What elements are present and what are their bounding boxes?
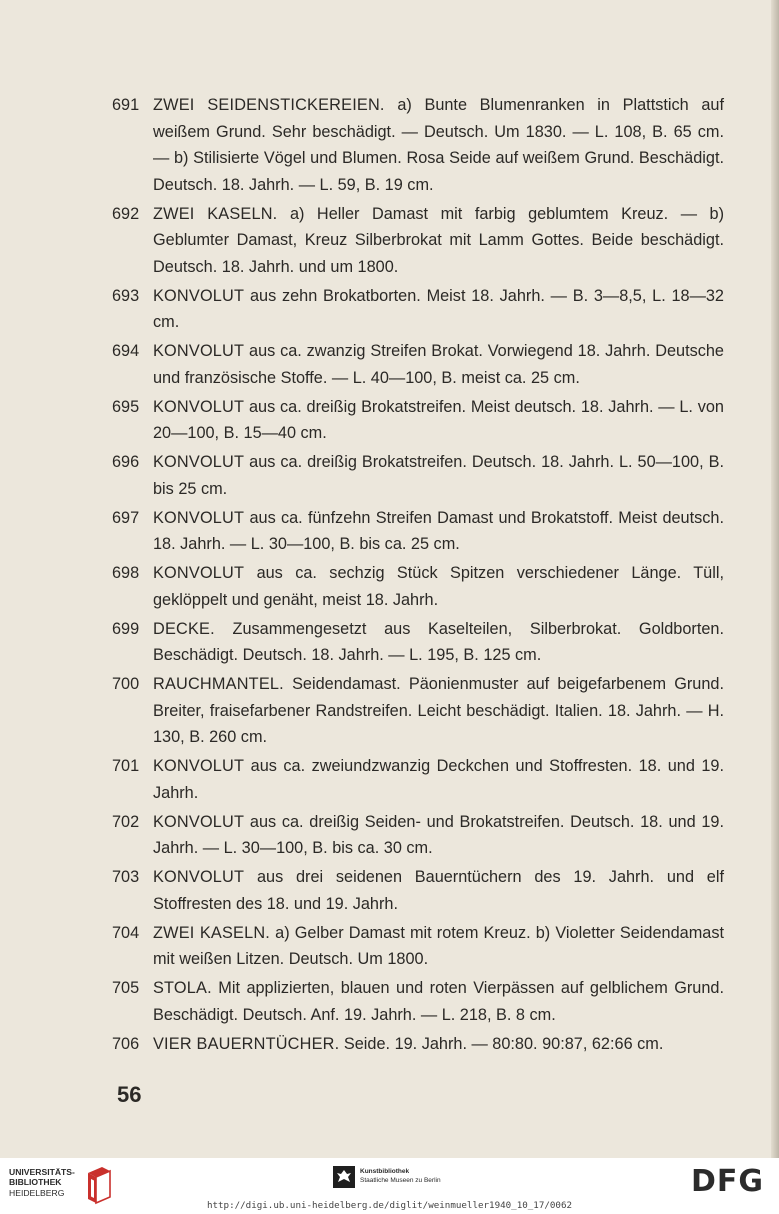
- entry-title: ZWEI KASELN.: [153, 204, 278, 223]
- catalog-entry: [112, 92, 724, 198]
- entry-number: 693: [112, 286, 140, 305]
- entry-number: 705: [112, 979, 140, 998]
- catalog-entry: [112, 394, 724, 447]
- entry-text: Seide. 19. Jahrh. — 80:80. 90:87, 62:66 cm.: [343, 1034, 664, 1053]
- entry-text: aus ca. zweiundzwanzig Deckchen und Stoffresten. 18. und 19. Jahrh.: [153, 757, 724, 802]
- entry-title: RAUCHMANTEL.: [153, 675, 284, 694]
- entry-title: KONVOLUT: [153, 812, 245, 831]
- entry-number: 706: [112, 1034, 140, 1053]
- entry-title: KONVOLUT: [153, 342, 245, 361]
- entry-text: aus zehn Brokatborten. Meist 18. Jahrh. — B. 3—8,5, L. 18—32 cm.: [153, 286, 724, 332]
- entry-number: 699: [112, 619, 140, 638]
- dfg-logo[interactable]: DFG: [691, 1164, 765, 1199]
- catalog-entry: [112, 449, 724, 502]
- ub-logo-text: [9, 1167, 75, 1198]
- entry-text: a) Bunte Blumenranken in Plattstich auf weißem Grund. Sehr beschädigt. — Deutsch. Um 1830. — L. 108, B. 65 cm. — b) Stilisierte Vögel und Blumen. Rosa Seide auf weißem Grund. Beschädigt. Deutsch. 18. Jahrh. — L. 59, B. 19 cm.: [153, 96, 724, 194]
- entry-title: DECKE.: [153, 619, 215, 638]
- permalink-url[interactable]: http://digi.ub.uni-heidelberg.de/diglit/weinmueller1940_10_17/0062: [206, 1200, 573, 1211]
- kb-line-1: Kunstbibliothek: [360, 1168, 410, 1175]
- entry-text: Mit applizierten, blauen und roten Vierpässen auf gelblichem Grund. Beschädigt. Deutsch. Anf. 19. Jahrh. — L. 218, B. 8 cm.: [153, 979, 724, 1024]
- entry-title: KONVOLUT: [153, 757, 245, 776]
- smb-eagle-icon: [333, 1166, 355, 1188]
- entry-text: aus ca. dreißig Seiden- und Brokatstreifen. Deutsch. 18. und 19. Jahrh. — L. 30—100, B. bis ca. 30 cm.: [153, 812, 724, 858]
- entry-number: 694: [112, 342, 140, 361]
- catalog-entry: [112, 338, 724, 391]
- entry-title: ZWEI KASELN.: [153, 923, 270, 942]
- entry-title: KONVOLUT: [153, 508, 245, 527]
- ub-heidelberg-logo[interactable]: [9, 1165, 113, 1205]
- entry-number: 701: [112, 757, 140, 776]
- catalog-entries: [112, 92, 724, 1060]
- entry-title: VIER BAUERNTÜCHER.: [153, 1034, 340, 1053]
- catalog-entry: [112, 560, 724, 613]
- kb-line-2: Staatliche Museen zu Berlin: [360, 1176, 441, 1184]
- entry-number: 696: [112, 453, 140, 472]
- entry-title: STOLA.: [153, 979, 212, 998]
- entry-number: 703: [112, 868, 140, 887]
- entry-number: 702: [112, 812, 140, 831]
- entry-text: a) Heller Damast mit farbig geblumtem Kreuz. — b) Geblumter Damast, Kreuz Silberbrokat mit Lamm Gottes. Beide beschädigt. Deutsch. 18. Jahrh. und um 1800.: [153, 204, 724, 276]
- entry-text: aus ca. dreißig Brokatstreifen. Deutsch. 18. Jahrh. L. 50—100, B. bis 25 cm.: [153, 453, 724, 498]
- catalog-entry: [112, 753, 724, 806]
- entry-number: 695: [112, 397, 140, 416]
- entry-text: aus ca. sechzig Stück Spitzen verschiedener Länge. Tüll, geklöppelt und genäht, meist 18. Jahrh.: [153, 564, 724, 609]
- entry-number: 700: [112, 675, 140, 694]
- entry-title: KONVOLUT: [153, 868, 245, 887]
- entry-number: 691: [112, 96, 140, 114]
- kunstbibliothek-text: [360, 1168, 441, 1185]
- entry-title: ZWEI SEIDENSTICKEREIEN.: [153, 96, 385, 114]
- ub-line-2: BIBLIOTHEK: [9, 1177, 62, 1188]
- entry-title: KONVOLUT: [153, 397, 245, 416]
- ub-emblem-icon: [82, 1165, 112, 1205]
- entry-text: Seidendamast. Päonienmuster auf beigefarbenem Grund. Breiter, fraisefarbener Randstreifen. Leicht beschädigt. Italien. 18. Jahrh. — H. 130, B. 260 cm.: [153, 675, 724, 747]
- entry-title: KONVOLUT: [153, 564, 245, 583]
- viewer-footer: [0, 1158, 779, 1214]
- kunstbibliothek-logo[interactable]: [333, 1166, 483, 1194]
- entry-text: Zusammengesetzt aus Kaselteilen, Silberbrokat. Goldborten. Beschädigt. Deutsch. 18. Jahrh. — L. 195, B. 125 cm.: [153, 619, 724, 665]
- catalog-entry: [112, 283, 724, 336]
- catalog-entry: [112, 505, 724, 558]
- ub-line-1: UNIVERSITÄTS-: [9, 1167, 75, 1177]
- entry-number: 697: [112, 508, 140, 527]
- catalog-entry: [112, 975, 724, 1028]
- entry-number: 698: [112, 564, 140, 583]
- entry-number: 692: [112, 204, 140, 223]
- catalog-entry: [112, 671, 724, 751]
- entry-text: aus ca. zwanzig Streifen Brokat. Vorwiegend 18. Jahrh. Deutsche und französische Stoffe. — L. 40—100, B. meist ca. 25 cm.: [153, 342, 724, 387]
- ub-line-3: HEIDELBERG: [9, 1187, 65, 1198]
- catalog-entry: [112, 864, 724, 917]
- catalog-entry: [112, 920, 724, 973]
- catalog-entry: [112, 1031, 724, 1058]
- entry-text: aus ca. fünfzehn Streifen Damast und Brokatstoff. Meist deutsch. 18. Jahrh. — L. 30—100, B. bis ca. 25 cm.: [153, 508, 724, 554]
- catalog-entry: [112, 201, 724, 281]
- catalog-entry: [112, 809, 724, 862]
- page-number: 56: [117, 1082, 142, 1107]
- page-edge-shadow: [771, 0, 779, 1158]
- catalog-entry: [112, 616, 724, 669]
- entry-text: a) Gelber Damast mit rotem Kreuz. b) Violetter Seidendamast mit weißen Litzen. Deutsch. Um 1800.: [153, 923, 724, 969]
- entry-title: KONVOLUT: [153, 286, 245, 305]
- entry-number: 704: [112, 923, 140, 942]
- entry-text: aus drei seidenen Bauerntüchern des 19. Jahrh. und elf Stoffresten des 18. und 19. Jahrh.: [153, 868, 724, 913]
- entry-title: KONVOLUT: [153, 453, 245, 472]
- entry-text: aus ca. dreißig Brokatstreifen. Meist deutsch. 18. Jahrh. — L. von 20—100, B. 15—40 cm.: [153, 397, 724, 443]
